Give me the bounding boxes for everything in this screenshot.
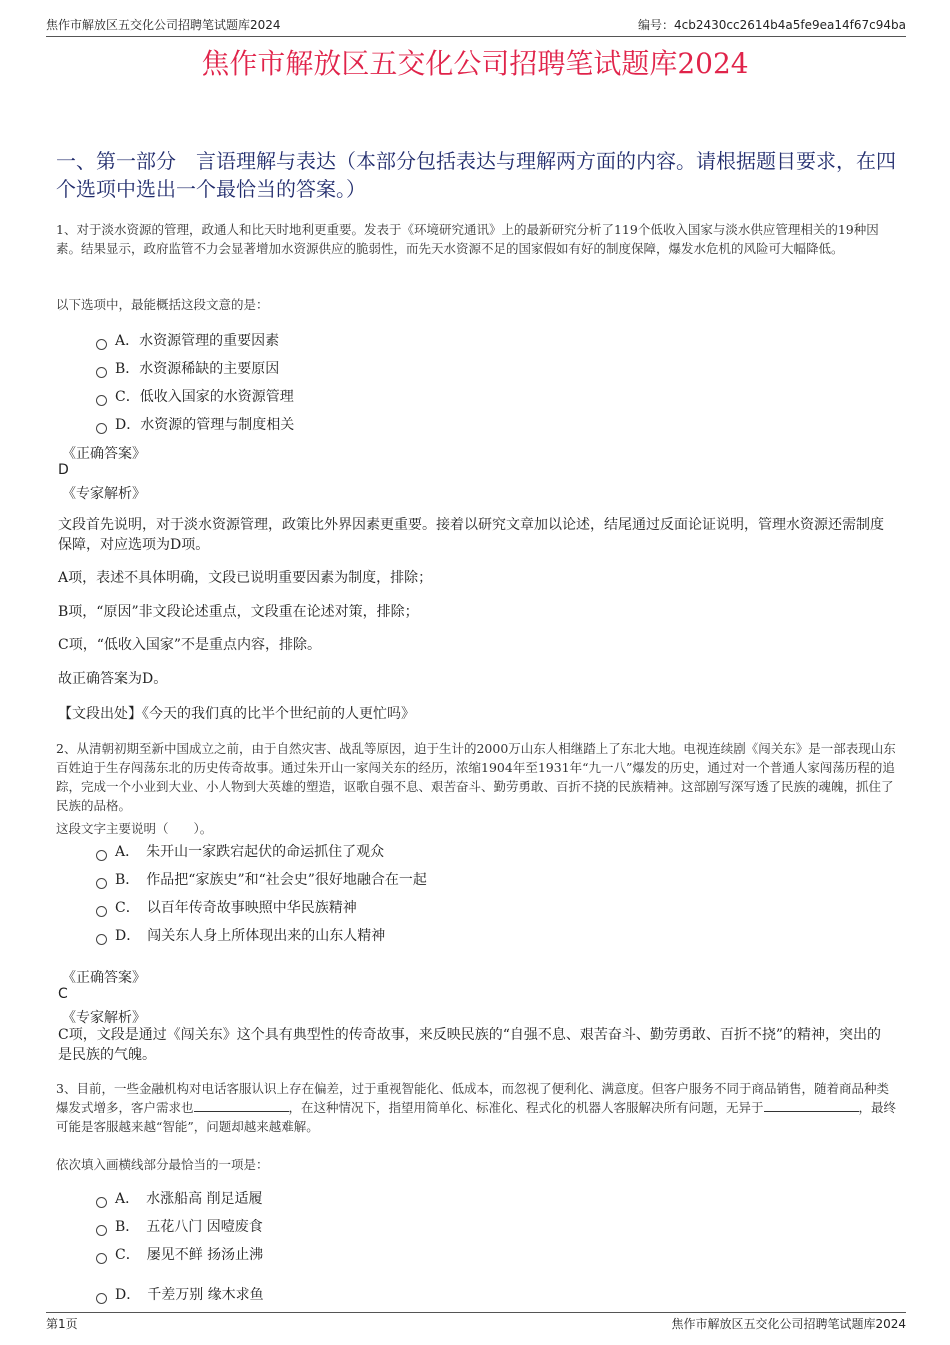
- question-3-option-d[interactable]: [96, 1284, 264, 1304]
- question-1-analysis-label: 《专家解析》: [62, 486, 146, 502]
- radio-icon[interactable]: [96, 423, 107, 434]
- question-1-option-b[interactable]: [96, 358, 279, 378]
- option-label: B． 作品把“家族史”和“社会史”很好地融合在一起: [115, 872, 427, 888]
- radio-icon[interactable]: [96, 1253, 107, 1264]
- question-3-option-c[interactable]: [96, 1244, 263, 1264]
- page-header: [46, 14, 906, 37]
- option-label: A． 朱开山一家跌宕起伏的命运抓住了观众: [115, 844, 385, 860]
- question-2-analysis: C项，文段是通过《闯关东》这个具有典型性的传奇故事，来反映民族的“自强不息、艰苦奋斗、勤劳勇敢、百折不挠”的精神，突出的是民族的气魄。: [58, 1027, 882, 1063]
- question-2-option-d[interactable]: [96, 925, 385, 945]
- question-1-analysis-p2: A项，表述不具体明确，文段已说明重要因素为制度，排除；: [58, 570, 433, 586]
- question-3-prompt: 依次填入画横线部分最恰当的一项是：: [56, 1157, 269, 1172]
- option-label: D． 闯关东人身上所体现出来的山东人精神: [115, 928, 386, 944]
- question-1-option-a[interactable]: [96, 330, 279, 350]
- radio-icon[interactable]: [96, 906, 107, 917]
- option-label: B． 五花八门 因噎废食: [115, 1219, 263, 1235]
- stem-text: ，在这种情况下，指望用简单化、标准化、程式化的机器人客服解决所有问题，无异于: [288, 1100, 764, 1115]
- radio-icon[interactable]: [96, 1225, 107, 1236]
- question-2-option-c[interactable]: [96, 897, 357, 917]
- question-1-answer: D: [58, 462, 69, 478]
- header-doc-title: 焦作市解放区五交化公司招聘笔试题库2024: [46, 18, 281, 32]
- question-1-prompt: 以下选项中，最能概括这段文意的是：: [56, 297, 269, 312]
- fill-blank-2: [764, 1111, 859, 1112]
- footer-doc-title: 焦作市解放区五交化公司招聘笔试题库2024: [671, 1317, 906, 1331]
- radio-icon[interactable]: [96, 878, 107, 889]
- header-doc-id: 编号：4cb2430cc2614b4a5fe9ea14f67c94ba: [638, 18, 906, 32]
- radio-icon[interactable]: [96, 1293, 107, 1304]
- option-label: C．低收入国家的水资源管理: [115, 389, 294, 405]
- question-2-option-b[interactable]: [96, 869, 427, 889]
- page-footer: [46, 1312, 906, 1333]
- stem-text: ，最终可能是客服越来越“智能”，问题却越来越难解。: [56, 1100, 897, 1134]
- question-3-stem: [56, 1079, 901, 1136]
- fill-blank-1: [194, 1111, 289, 1112]
- question-2-answer: C: [58, 986, 68, 1002]
- question-1-option-d[interactable]: [96, 414, 294, 434]
- radio-icon[interactable]: [96, 1197, 107, 1208]
- question-3-option-b[interactable]: [96, 1216, 263, 1236]
- question-1-stem: 1、对于淡水资源的管理，政通人和比天时地利更重要。发表于《环境研究通讯》上的最新研究分析了119个低收入国家与淡水供应管理相关的19种因素。结果显示，政府监管不力会显著增加水资源供应的脆弱性，而先天水资源不足的国家假如有好的制度保障，爆发水危机的风险可大幅降低。: [56, 222, 879, 256]
- question-1-answer-label: 《正确答案》: [62, 446, 146, 462]
- option-label: A．水资源管理的重要因素: [115, 333, 280, 349]
- section-heading: 一、第一部分 言语理解与表达（本部分包括表达与理解两方面的内容。请根据题目要求，在四个选项中选出一个最恰当的答案。）: [56, 149, 896, 201]
- question-1-analysis-p1: 文段首先说明，对于淡水资源管理，政策比外界因素更重要。接着以研究文章加以论述，结尾通过反面论证说明，管理水资源还需制度保障，对应选项为D项。: [58, 517, 884, 553]
- radio-icon[interactable]: [96, 339, 107, 350]
- radio-icon[interactable]: [96, 934, 107, 945]
- question-1-option-c[interactable]: [96, 386, 294, 406]
- page-title: 焦作市解放区五交化公司招聘笔试题库2024: [201, 47, 749, 80]
- option-label: D．水资源的管理与制度相关: [115, 417, 295, 433]
- option-label: B．水资源稀缺的主要原因: [115, 361, 280, 377]
- option-label: D． 千差万别 缘木求鱼: [115, 1287, 264, 1303]
- option-label: C． 以百年传奇故事映照中华民族精神: [115, 900, 357, 916]
- question-2-stem: 2、从清朝初期至新中国成立之前，由于自然灾害、战乱等原因，迫于生计的2000万山东人相继踏上了东北大地。电视连续剧《闯关东》是一部表现山东百姓迫于生存闯荡东北的历史传奇故事。通过朱开山一家闯关东的经历，浓缩1904年至1931年“九一八”爆发的历史，通过对一个普通人家闯荡历程的追踪，完成一个小业到大业、小人物到大英雄的塑造，讴歌自强不息、艰苦奋斗、勤劳勇敢、百折不挠的民族精神。这部剧写深写透了民族的魂魄，抓住了民族的品格。: [56, 741, 896, 813]
- option-label: C． 屡见不鲜 扬汤止沸: [115, 1247, 264, 1263]
- radio-icon[interactable]: [96, 367, 107, 378]
- question-2-answer-label: 《正确答案》: [62, 970, 146, 986]
- question-1-analysis-p5: 故正确答案为D。: [58, 671, 168, 687]
- question-1-source: 【文段出处】《今天的我们真的比半个世纪前的人更忙吗》: [58, 706, 415, 722]
- question-2-analysis-label: 《专家解析》: [62, 1010, 146, 1026]
- question-2-option-a[interactable]: [96, 841, 384, 861]
- footer-page-number: 第1页: [46, 1317, 78, 1331]
- question-1-analysis-p4: C项，“低收入国家”不是重点内容，排除。: [58, 637, 322, 653]
- question-2-prompt: 这段文字主要说明（ ）。: [56, 821, 213, 836]
- option-label: A． 水涨船高 削足适履: [115, 1191, 263, 1207]
- radio-icon[interactable]: [96, 850, 107, 861]
- question-1-analysis-p3: B项，“原因”非文段论述重点，文段重在论述对策，排除；: [58, 604, 419, 620]
- radio-icon[interactable]: [96, 395, 107, 406]
- stem-text: 3、目前，一些金融机构对电话客服认识上存在偏差，过于重视智能化、低成本，而忽视了便利化、满意度。但客户服务不同于商品销售，随着商品种类爆发式增多，客户需求也: [56, 1081, 889, 1115]
- question-3-option-a[interactable]: [96, 1188, 263, 1208]
